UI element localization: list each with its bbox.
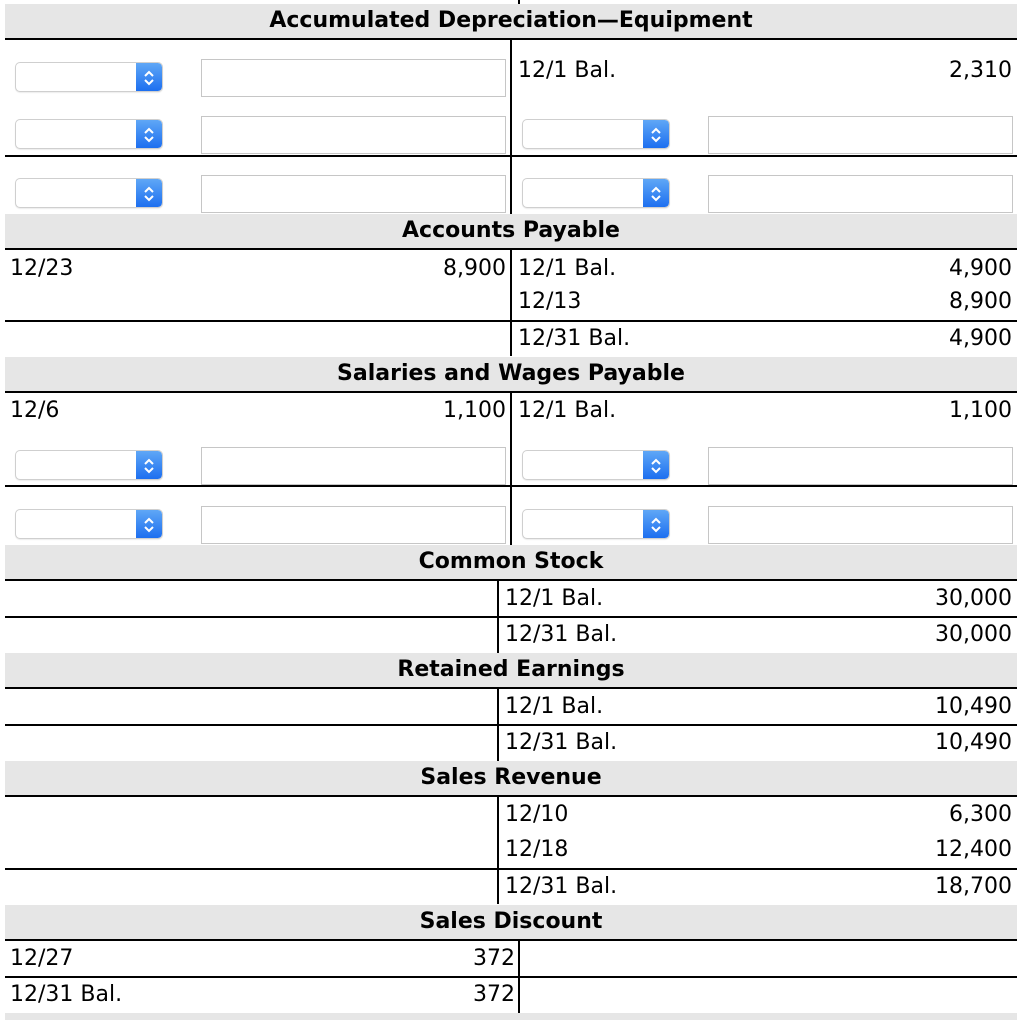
account-rule xyxy=(5,939,1017,941)
credit-date: 12/10 xyxy=(505,802,569,827)
account-rule xyxy=(5,868,1017,870)
debit-date: 12/27 xyxy=(10,946,74,971)
account-rule xyxy=(5,795,1017,797)
debit-date: 12/23 xyxy=(10,256,74,281)
credit-balance-date: 12/31 Bal. xyxy=(505,622,618,647)
debit-balance-date: 12/31 Bal. xyxy=(10,982,123,1007)
account-rule xyxy=(5,616,1017,618)
account-header-salaries-wages-payable: Salaries and Wages Payable xyxy=(5,357,1017,391)
chevron-updown-icon xyxy=(136,179,162,207)
debit-amount-input[interactable] xyxy=(201,116,506,154)
credit-amount: 8,900 xyxy=(949,289,1012,314)
credit-balance-select[interactable] xyxy=(522,509,670,539)
t-account-divider xyxy=(510,393,512,545)
credit-date-select[interactable] xyxy=(522,119,670,149)
credit-balance-date: 12/31 Bal. xyxy=(505,874,618,899)
debit-amount: 8,900 xyxy=(443,256,506,281)
credit-balance-input[interactable] xyxy=(708,506,1013,544)
debit-balance-amount: 372 xyxy=(473,982,515,1007)
account-rule xyxy=(5,485,1017,487)
credit-date: 12/1 Bal. xyxy=(518,58,617,83)
credit-date: 12/1 Bal. xyxy=(518,398,617,423)
credit-amount: 30,000 xyxy=(935,586,1012,611)
debit-balance-select[interactable] xyxy=(15,509,163,539)
credit-date: 12/1 Bal. xyxy=(505,694,604,719)
account-header-accounts-payable: Accounts Payable xyxy=(5,214,1017,248)
credit-amount: 6,300 xyxy=(949,802,1012,827)
credit-balance-amount: 18,700 xyxy=(935,874,1012,899)
chevron-updown-icon xyxy=(136,451,162,479)
credit-amount: 12,400 xyxy=(935,837,1012,862)
account-header-retained-earnings: Retained Earnings xyxy=(5,653,1017,687)
credit-amount: 2,310 xyxy=(949,58,1012,83)
debit-date-select[interactable] xyxy=(15,450,163,480)
account-header-sales-revenue: Sales Revenue xyxy=(5,761,1017,795)
credit-balance-amount: 10,490 xyxy=(935,730,1012,755)
account-rule xyxy=(5,976,1017,978)
chevron-updown-icon xyxy=(136,63,162,91)
credit-amount: 10,490 xyxy=(935,694,1012,719)
credit-amount: 1,100 xyxy=(949,398,1012,423)
debit-amount-input[interactable] xyxy=(201,59,506,97)
next-account-header xyxy=(5,1013,1017,1020)
credit-date: 12/1 Bal. xyxy=(518,256,617,281)
t-account-divider xyxy=(510,250,512,356)
credit-amount-input[interactable] xyxy=(708,116,1013,154)
credit-balance-date: 12/31 Bal. xyxy=(505,730,618,755)
credit-date-select[interactable] xyxy=(522,450,670,480)
credit-date: 12/13 xyxy=(518,289,582,314)
account-rule xyxy=(5,724,1017,726)
credit-balance-amount: 30,000 xyxy=(935,622,1012,647)
debit-amount: 1,100 xyxy=(443,398,506,423)
credit-amount: 4,900 xyxy=(949,256,1012,281)
account-rule xyxy=(5,687,1017,689)
debit-date: 12/6 xyxy=(10,398,60,423)
debit-balance-input[interactable] xyxy=(201,506,506,544)
debit-date-select[interactable] xyxy=(15,119,163,149)
t-account-divider xyxy=(510,40,512,214)
credit-date: 12/18 xyxy=(505,837,569,862)
debit-amount: 372 xyxy=(473,946,515,971)
credit-balance-input[interactable] xyxy=(708,175,1013,213)
chevron-updown-icon xyxy=(136,120,162,148)
credit-balance-date: 12/31 Bal. xyxy=(518,326,631,351)
debit-balance-select[interactable] xyxy=(15,178,163,208)
credit-amount-input[interactable] xyxy=(708,447,1013,485)
t-account-divider xyxy=(497,797,499,904)
chevron-updown-icon xyxy=(136,510,162,538)
chevron-updown-icon xyxy=(643,179,669,207)
debit-balance-input[interactable] xyxy=(201,175,506,213)
chevron-updown-icon xyxy=(643,120,669,148)
account-header-accumulated-depreciation: Accumulated Depreciation—Equipment xyxy=(5,4,1017,38)
debit-date-select[interactable] xyxy=(15,62,163,92)
account-rule xyxy=(5,155,1017,157)
chevron-updown-icon xyxy=(643,510,669,538)
credit-balance-amount: 4,900 xyxy=(949,326,1012,351)
account-rule xyxy=(5,320,1017,322)
debit-amount-input[interactable] xyxy=(201,447,506,485)
account-header-common-stock: Common Stock xyxy=(5,545,1017,579)
account-rule xyxy=(5,579,1017,581)
chevron-updown-icon xyxy=(643,451,669,479)
credit-balance-select[interactable] xyxy=(522,178,670,208)
credit-date: 12/1 Bal. xyxy=(505,586,604,611)
account-header-sales-discount: Sales Discount xyxy=(5,905,1017,939)
